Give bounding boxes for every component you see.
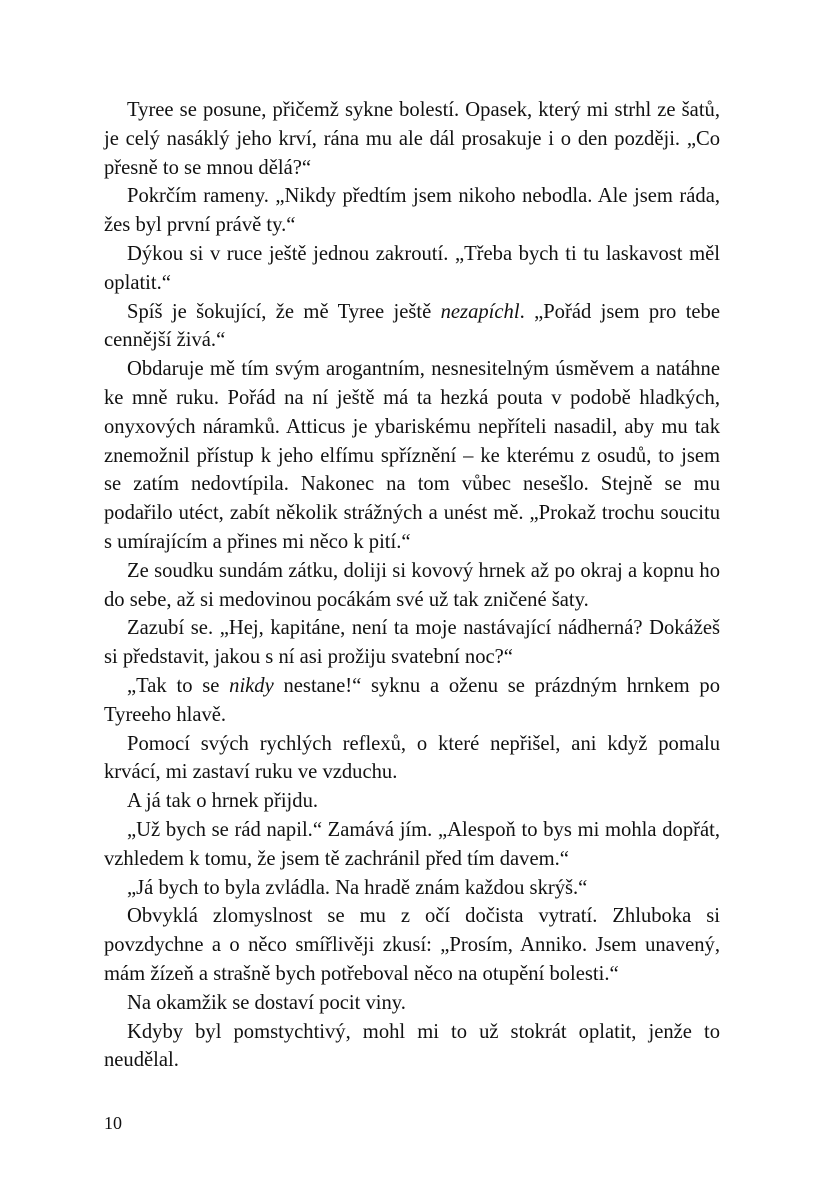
italic-text: nezapíchl	[440, 300, 520, 323]
body-text	[104, 96, 720, 1075]
paragraph: A já tak o hrnek přijdu.	[127, 790, 319, 813]
paragraph: „Už bych se rád napil.“ Zamává jím. „Alespoň to bys mi mohla dopřát, vzhledem k tomu, že jsem tě zachránil před tím davem.“	[104, 818, 720, 870]
paragraph: Ze soudku sundám zátku, doliji si kovový hrnek až po okraj a kopnu ho do sebe, až si medovinou pocákám své už tak zničené šaty.	[104, 559, 720, 611]
text-run: . „Pořád jsem pro tebe cennější živá.“	[104, 300, 720, 352]
paragraph: Obdaruje mě tím svým arogantním, nesnesitelným úsměvem a natáhne ke mně ruku. Pořád na ní ještě má ta hezká pouta v podobě hladkých, onyxových náramků. Atticus je ybariskému nepříteli nasadil, aby mu tak znemožnil přístup k jeho elfímu spříznění – ke kterému z osudů, to jsem se zatím nedovtípila. Nakonec na tom vůbec nesešlo. Stejně se mu podařilo utéct, zabít několik strážných a unést mě. „Prokaž trochu soucitu s umírajícím a přines mi něco k pití.“	[104, 358, 720, 553]
paragraph: Na okamžik se dostaví pocit viny.	[127, 991, 406, 1014]
paragraph: Zazubí se. „Hej, kapitáne, není ta moje nastávající nádherná? Dokážeš si představit, jakou s ní asi prožiju svatební noc?“	[104, 617, 720, 669]
paragraph: Pomocí svých rychlých reflexů, o které nepřišel, ani když pomalu krvácí, mi zastaví ruku ve vzduchu.	[104, 732, 720, 784]
paragraph: „Já bych to byla zvládla. Na hradě znám každou skrýš.“	[127, 876, 588, 899]
text-run: nestane!“ syknu a oženu se prázdným hrnkem po Tyreeho hlavě.	[104, 674, 720, 726]
paragraph	[104, 298, 720, 356]
paragraph	[104, 672, 720, 730]
italic-text: nikdy	[229, 674, 274, 697]
paragraph: Pokrčím rameny. „Nikdy předtím jsem nikoho nebodla. Ale jsem ráda, žes byl první právě ty.“	[104, 185, 720, 237]
paragraph: Obvyklá zlomyslnost se mu z očí dočista vytratí. Zhluboka si povzdychne a o něco smířlivěji zkusí: „Prosím, Anniko. Jsem unavený, mám žízeň a strašně bych potřeboval něco na otupění bolesti.“	[104, 905, 720, 985]
page-number: 10	[104, 1113, 122, 1133]
text-run: Spíš je šokující, že mě Tyree ještě	[127, 300, 441, 323]
paragraph: Dýkou si v ruce ještě jednou zakroutí. „Třeba bych ti tu laskavost měl oplatit.“	[104, 242, 720, 294]
paragraph: Kdyby byl pomstychtivý, mohl mi to už stokrát oplatit, jenže to neudělal.	[104, 1020, 720, 1072]
paragraph: Tyree se posune, přičemž sykne bolestí. Opasek, který mi strhl ze šatů, je celý nasáklý jeho krví, rána mu ale dál prosakuje i o den později. „Co přesně to se mnou dělá?“	[104, 99, 720, 179]
text-run: „Tak to se	[127, 674, 230, 697]
